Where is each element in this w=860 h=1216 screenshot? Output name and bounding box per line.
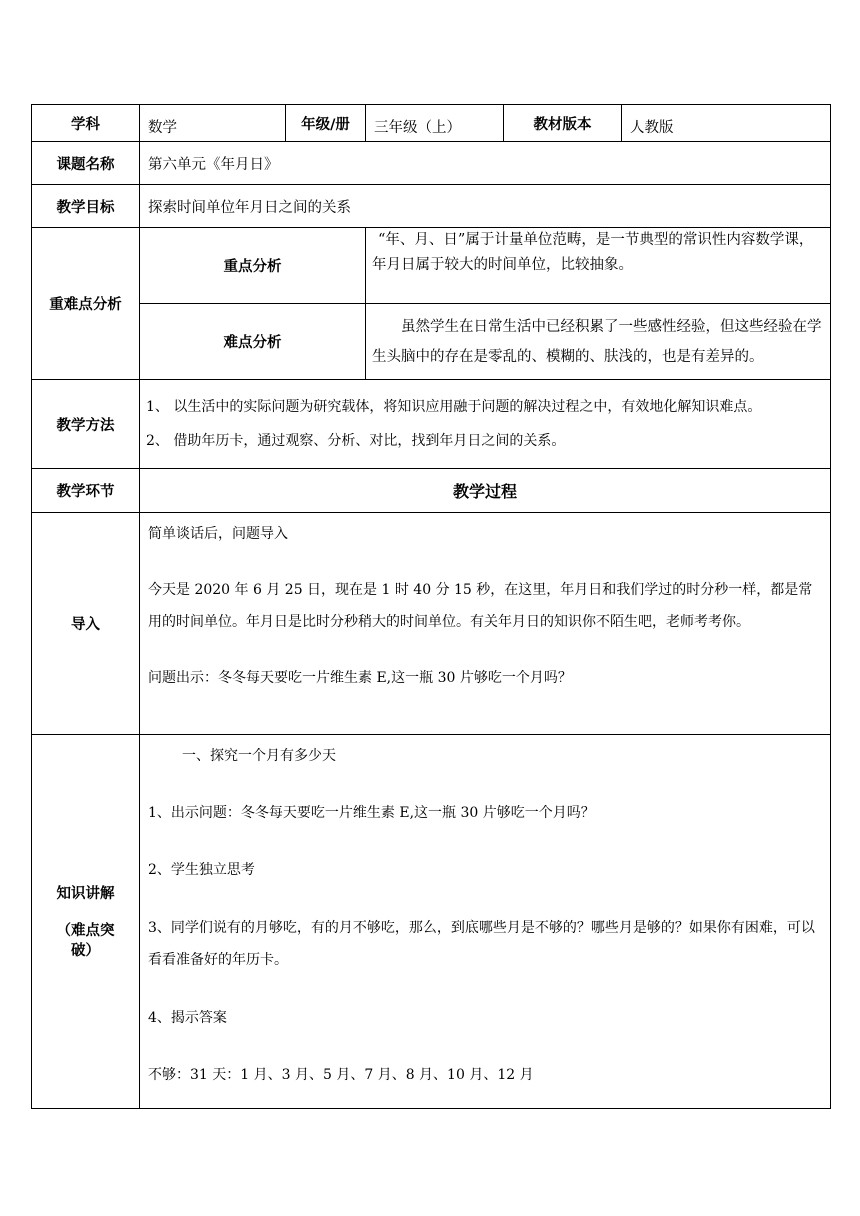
intro-cell — [140, 513, 831, 735]
knowledge-answer: 不够：31 天：1 月、3 月、5 月、7 月、8 月、10 月、12 月 — [148, 1067, 534, 1083]
difficulty-row — [32, 304, 831, 380]
knowledge-row — [32, 735, 831, 1109]
knowledge-label: 知识讲解 — [56, 886, 115, 902]
grade-value: 三年级（上） — [366, 105, 504, 142]
difficulty-cell — [366, 304, 831, 380]
intro-label: 导入 — [32, 513, 140, 735]
edition-value: 人教版 — [622, 105, 831, 142]
lesson-plan-table — [31, 104, 831, 1109]
knowledge-step-2: 2、学生独立思考 — [148, 862, 255, 878]
difficulty-text: 虽然学生在日常生活中已经积累了一些感性经验，但这些经验在学生头脑中的存在是零乱的、模糊的、肤浅的，也是有差异的。 — [372, 318, 822, 365]
knowledge-sublabel-2: 破） — [71, 943, 100, 959]
focus-cell — [366, 228, 831, 304]
goal-label: 教学目标 — [32, 185, 140, 228]
goal-row — [32, 185, 831, 228]
topic-value: 第六单元《年月日》 — [140, 142, 831, 185]
intro-row — [32, 513, 831, 735]
topic-label: 课题名称 — [32, 142, 140, 185]
knowledge-cell — [140, 735, 831, 1109]
header-row — [32, 105, 831, 142]
intro-line-1: 简单谈话后，问题导入 — [148, 526, 288, 542]
method-item-1: 1、 以生活中的实际问题为研究载体，将知识应用融于问题的解决过程之中，有效地化解知识难点。 — [146, 399, 762, 415]
intro-line-3: 问题出示：冬冬每天要吃一片维生素 E,这一瓶 30 片够吃一个月吗？ — [148, 670, 572, 686]
focus-label: 重点分析 — [140, 228, 366, 304]
method-item-2: 2、 借助年历卡，通过观察、分析、对比，找到年月日之间的关系。 — [146, 433, 566, 449]
edition-label: 教材版本 — [504, 105, 622, 142]
stage-label: 教学环节 — [32, 469, 140, 513]
knowledge-step-1: 1、出示问题：冬冬每天要吃一片维生素 E,这一瓶 30 片够吃一个月吗？ — [148, 805, 595, 821]
subject-value: 数学 — [140, 105, 286, 142]
knowledge-step-3: 3、同学们说有的月够吃，有的月不够吃，那么，到底哪些月是不够的？哪些月是够的？如果你有困难，可以看看准备好的年历卡。 — [148, 920, 815, 968]
goal-value: 探索时间单位年月日之间的关系 — [140, 185, 831, 228]
knowledge-label-cell — [32, 735, 140, 1109]
intro-line-2: 今天是 2020 年 6 月 25 日，现在是 1 时 40 分 15 秒，在这里，年月日和我们学过的时分秒一样，都是常用的时间单位。年月日是比时分秒稍大的时间单位。有关年月日的知识你不陌生吧，老师考考你。 — [148, 582, 813, 630]
process-header-row — [32, 469, 831, 513]
knowledge-sublabel-1: （难点突 — [56, 923, 115, 939]
difficulty-label: 难点分析 — [140, 304, 366, 380]
process-label: 教学过程 — [140, 469, 831, 513]
key-points-label: 重难点分析 — [32, 228, 140, 380]
subject-label: 学科 — [32, 105, 140, 142]
topic-row — [32, 142, 831, 185]
knowledge-heading: 一、探究一个月有多少天 — [182, 748, 336, 764]
knowledge-step-4: 4、揭示答案 — [148, 1010, 227, 1026]
grade-label: 年级/册 — [286, 105, 366, 142]
methods-row — [32, 380, 831, 469]
methods-cell — [140, 380, 831, 469]
focus-text: “年、月、日”属于计量单位范畴，是一节典型的常识性内容数学课，年月日属于较大的时间单位，比较抽象。 — [372, 232, 814, 273]
methods-label: 教学方法 — [32, 380, 140, 469]
focus-row — [32, 228, 831, 304]
